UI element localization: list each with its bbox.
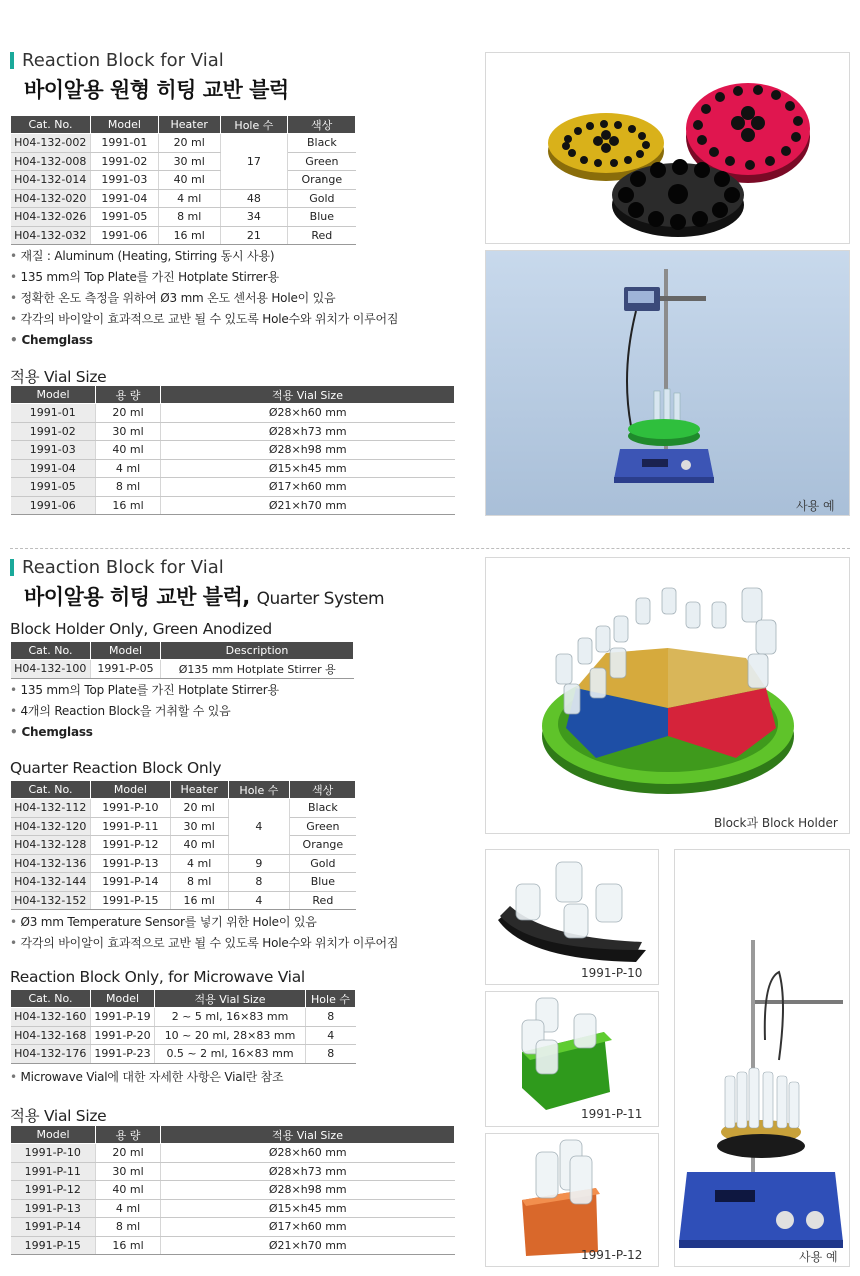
cell: 20 ml xyxy=(170,799,228,818)
cell: 20 ml xyxy=(96,404,161,423)
product-photo-p12 xyxy=(485,1133,659,1267)
cell: Ø17×h60 mm xyxy=(161,478,455,497)
cell: Ø28×h60 mm xyxy=(161,404,455,423)
col-header: Model xyxy=(11,1126,96,1144)
hotplate-stirrer-illustration xyxy=(486,251,850,516)
cell: 30 ml xyxy=(96,422,161,441)
accent-bar xyxy=(10,559,14,576)
product-photo-p10 xyxy=(485,849,659,985)
bullet-item: • 135 mm의 Top Plate를 가진 Hotplate Stirrer용 xyxy=(10,267,398,288)
table-header-row xyxy=(11,1126,455,1144)
cell: 30 ml xyxy=(158,152,220,171)
section1-title-kr: 바이알용 원형 히팅 교반 블럭 xyxy=(24,78,289,102)
bullet-item: • Chemglass xyxy=(10,330,398,351)
cell: Green xyxy=(290,817,356,836)
bullet-item: • Ø3 mm Temperature Sensor를 넣기 위한 Hole이 있음 xyxy=(10,912,398,933)
col-header: 색상 xyxy=(288,116,356,134)
cell: H04-132-128 xyxy=(11,836,91,855)
table-row xyxy=(11,891,356,910)
section1-bullets xyxy=(10,246,398,351)
cell: Ø15×h45 mm xyxy=(161,1199,455,1218)
cell: H04-132-002 xyxy=(11,134,91,153)
cell: 1991-02 xyxy=(90,152,158,171)
cell: 2 ~ 5 ml, 16×83 mm xyxy=(155,1008,306,1027)
cell: H04-132-176 xyxy=(11,1045,91,1064)
micro-table xyxy=(10,989,356,1064)
cell: H04-132-168 xyxy=(11,1026,91,1045)
cell: H04-132-100 xyxy=(11,660,91,679)
cell: 40 ml xyxy=(170,836,228,855)
section-divider xyxy=(10,548,850,549)
cell: Ø28×h73 mm xyxy=(161,422,455,441)
cell: 1991-P-05 xyxy=(91,660,161,679)
p10-block-illustration xyxy=(486,850,659,985)
cell: H04-132-152 xyxy=(11,891,91,910)
cell: Ø28×h98 mm xyxy=(161,441,455,460)
usage-photo-2 xyxy=(674,849,850,1267)
cell: Red xyxy=(290,891,356,910)
bullet-item: • Microwave Vial에 대한 자세한 사항은 Vial란 참조 xyxy=(10,1067,283,1088)
cell: 1991-03 xyxy=(11,441,96,460)
cell: Gold xyxy=(288,189,356,208)
cell: 21 xyxy=(220,226,288,245)
cell: 40 ml xyxy=(96,1181,161,1200)
section2-vial-table xyxy=(10,1125,455,1255)
cell: 4 xyxy=(228,891,290,910)
col-header: 색상 xyxy=(290,781,356,799)
cell: Ø15×h45 mm xyxy=(161,459,455,478)
cell: Ø135 mm Hotplate Stirrer 용 xyxy=(161,660,354,679)
bullet-item: • 정확한 온도 측정을 위하여 Ø3 mm 온도 센서용 Hole이 있음 xyxy=(10,288,398,309)
quarter-system-illustration xyxy=(486,558,850,834)
cell: 1991-06 xyxy=(11,496,96,515)
col-header: Model xyxy=(90,116,158,134)
table-header-row xyxy=(11,116,356,134)
cell: 30 ml xyxy=(170,817,228,836)
cell: 1991-06 xyxy=(90,226,158,245)
table-row xyxy=(11,854,356,873)
product-photo-quarter-system xyxy=(485,557,850,834)
cell: 4 xyxy=(306,1026,356,1045)
table-row xyxy=(11,226,356,245)
cell: H04-132-008 xyxy=(11,152,91,171)
cell: 1991-P-14 xyxy=(11,1218,96,1237)
cell: 1991-P-13 xyxy=(11,1199,96,1218)
p11-caption: 1991-P-11 xyxy=(581,1107,643,1121)
section2-title-kr-en: Quarter System xyxy=(256,589,385,609)
cell: 8 xyxy=(306,1008,356,1027)
cell: 16 ml xyxy=(170,891,228,910)
table-row xyxy=(11,1236,455,1255)
col-header: Cat. No. xyxy=(11,116,91,134)
cell: 16 ml xyxy=(158,226,220,245)
cell: 16 ml xyxy=(96,496,161,515)
col-header: Model xyxy=(91,642,161,660)
cell: H04-132-014 xyxy=(11,171,91,190)
col-header: Description xyxy=(161,642,354,660)
cell: 17 xyxy=(220,134,288,190)
usage-caption-1: 사용 예 xyxy=(796,499,835,513)
cell: 34 xyxy=(220,208,288,227)
cell: 1991-P-13 xyxy=(90,854,170,873)
table-row xyxy=(11,873,356,892)
cell: H04-132-136 xyxy=(11,854,91,873)
cell: H04-132-120 xyxy=(11,817,91,836)
cell: 1991-P-10 xyxy=(11,1144,96,1163)
cell: 30 ml xyxy=(96,1162,161,1181)
bullet-item: • Chemglass xyxy=(10,722,279,743)
quarter-table xyxy=(10,780,356,910)
table-row xyxy=(11,496,455,515)
cell: 4 ml xyxy=(158,189,220,208)
cell: H04-132-032 xyxy=(11,226,91,245)
holder-table xyxy=(10,641,354,679)
usage-photo-1 xyxy=(485,250,850,516)
bullet-item: • 4개의 Reaction Block을 거취할 수 있음 xyxy=(10,701,279,722)
table-row xyxy=(11,660,354,679)
table-row xyxy=(11,1162,455,1181)
cell: Red xyxy=(288,226,356,245)
cell: 8 ml xyxy=(96,478,161,497)
cell: 48 xyxy=(220,189,288,208)
col-header: Model xyxy=(90,781,170,799)
table-row xyxy=(11,1199,455,1218)
bullet-item: • 각각의 바이알이 효과적으로 교반 될 수 있도록 Hole수와 위치가 이루어짐 xyxy=(10,309,398,330)
p10-caption: 1991-P-10 xyxy=(581,966,643,980)
section2-title-en: Reaction Block for Vial xyxy=(10,557,224,578)
cell: 40 ml xyxy=(96,441,161,460)
cell: 1991-04 xyxy=(11,459,96,478)
bullet-item: • 각각의 바이알이 효과적으로 교반 될 수 있도록 Hole수와 위치가 이루어짐 xyxy=(10,933,398,954)
table-row xyxy=(11,1144,455,1163)
cell: 10 ~ 20 ml, 28×83 mm xyxy=(155,1026,306,1045)
table-row xyxy=(11,1218,455,1237)
section1-vial-table xyxy=(10,385,455,515)
accent-bar xyxy=(10,52,14,69)
cell: 1991-P-11 xyxy=(90,817,170,836)
cell: Black xyxy=(290,799,356,818)
table-row xyxy=(11,404,455,423)
cell: 16 ml xyxy=(96,1236,161,1255)
cell: Ø21×h70 mm xyxy=(161,496,455,515)
cell: Ø28×h98 mm xyxy=(161,1181,455,1200)
cell: H04-132-112 xyxy=(11,799,91,818)
cell: Ø21×h70 mm xyxy=(161,1236,455,1255)
round-blocks-illustration xyxy=(486,53,850,244)
cell: 1991-P-11 xyxy=(11,1162,96,1181)
cell: 1991-01 xyxy=(11,404,96,423)
cell: Orange xyxy=(290,836,356,855)
col-header: 적용 Vial Size xyxy=(161,386,455,404)
col-header: Cat. No. xyxy=(11,990,91,1008)
col-header: Heater xyxy=(170,781,228,799)
table-row xyxy=(11,1008,356,1027)
table-header-row xyxy=(11,990,356,1008)
cell: 9 xyxy=(228,854,290,873)
table-header-row xyxy=(11,781,356,799)
table-row xyxy=(11,799,356,818)
holder-bullets xyxy=(10,680,279,743)
col-header: Cat. No. xyxy=(11,642,91,660)
cell: Green xyxy=(288,152,356,171)
cell: 1991-03 xyxy=(90,171,158,190)
table-header-row xyxy=(11,642,354,660)
cell: Blue xyxy=(290,873,356,892)
table-row xyxy=(11,422,455,441)
cell: Ø28×h73 mm xyxy=(161,1162,455,1181)
table-header-row xyxy=(11,386,455,404)
cell: 1991-P-10 xyxy=(90,799,170,818)
cell: H04-132-020 xyxy=(11,189,91,208)
holder-title: Block Holder Only, Green Anodized xyxy=(10,620,272,638)
cell: 1991-P-20 xyxy=(91,1026,155,1045)
quarter-usage-illustration xyxy=(675,850,850,1267)
section1-title-en: Reaction Block for Vial xyxy=(10,50,224,71)
cell: Blue xyxy=(288,208,356,227)
table-row xyxy=(11,208,356,227)
cell: 4 ml xyxy=(96,1199,161,1218)
table-row xyxy=(11,134,356,153)
cell: Gold xyxy=(290,854,356,873)
cell: 4 ml xyxy=(96,459,161,478)
cell: 1991-05 xyxy=(11,478,96,497)
col-header: 적용 Vial Size xyxy=(155,990,306,1008)
block-holder-caption: Block과 Block Holder xyxy=(714,816,838,830)
table-row xyxy=(11,171,356,190)
cell: H04-132-160 xyxy=(11,1008,91,1027)
section2-vial-title: 적용 Vial Size xyxy=(10,1107,107,1125)
cell: 8 ml xyxy=(96,1218,161,1237)
bullet-item: • 135 mm의 Top Plate를 가진 Hotplate Stirrer용 xyxy=(10,680,279,701)
table-row xyxy=(11,459,455,478)
col-header: 용 량 xyxy=(96,1126,161,1144)
cell: Ø28×h60 mm xyxy=(161,1144,455,1163)
cell: H04-132-144 xyxy=(11,873,91,892)
cell: Orange xyxy=(288,171,356,190)
cell: 8 xyxy=(306,1045,356,1064)
table-row xyxy=(11,152,356,171)
table-row xyxy=(11,1026,356,1045)
table-row xyxy=(11,189,356,208)
cell: 1991-P-23 xyxy=(91,1045,155,1064)
cell: 4 xyxy=(228,799,290,855)
col-header: Hole 수 xyxy=(220,116,288,134)
cell: 1991-P-19 xyxy=(91,1008,155,1027)
product-photo-round-blocks xyxy=(485,52,850,244)
cell: Black xyxy=(288,134,356,153)
cell: 1991-P-15 xyxy=(11,1236,96,1255)
cell: 1991-P-12 xyxy=(11,1181,96,1200)
cell: 1991-01 xyxy=(90,134,158,153)
cell: 1991-P-15 xyxy=(90,891,170,910)
col-header: Heater xyxy=(158,116,220,134)
col-header: 용 량 xyxy=(96,386,161,404)
micro-title: Reaction Block Only, for Microwave Vial xyxy=(10,968,305,986)
col-header: Cat. No. xyxy=(11,781,91,799)
cell: 20 ml xyxy=(158,134,220,153)
bullet-item: • 재질 : Aluminum (Heating, Stirring 동시 사용) xyxy=(10,246,398,267)
p12-caption: 1991-P-12 xyxy=(581,1248,643,1262)
cell: Ø17×h60 mm xyxy=(161,1218,455,1237)
cell: 8 xyxy=(228,873,290,892)
table-row xyxy=(11,836,356,855)
col-header: Model xyxy=(91,990,155,1008)
col-header: Model xyxy=(11,386,96,404)
cell: 1991-P-14 xyxy=(90,873,170,892)
cell: 8 ml xyxy=(170,873,228,892)
cell: H04-132-026 xyxy=(11,208,91,227)
cell: 1991-02 xyxy=(11,422,96,441)
cell: 1991-P-12 xyxy=(90,836,170,855)
micro-bullets xyxy=(10,1067,283,1088)
cell: 40 ml xyxy=(158,171,220,190)
quarter-title: Quarter Reaction Block Only xyxy=(10,759,222,777)
table-row xyxy=(11,817,356,836)
table-row xyxy=(11,441,455,460)
cell: 20 ml xyxy=(96,1144,161,1163)
cell: 0.5 ~ 2 ml, 16×83 mm xyxy=(155,1045,306,1064)
section2-title-kr: 바이알용 히팅 교반 블럭, Quarter System xyxy=(24,585,385,609)
table-row xyxy=(11,1181,455,1200)
cell: 1991-04 xyxy=(90,189,158,208)
table-row xyxy=(11,1045,356,1064)
cell: 4 ml xyxy=(170,854,228,873)
col-header: 적용 Vial Size xyxy=(161,1126,455,1144)
section1-spec-table xyxy=(10,115,356,245)
section1-vial-title: 적용 Vial Size xyxy=(10,368,107,386)
cell: 8 ml xyxy=(158,208,220,227)
table-row xyxy=(11,478,455,497)
usage-caption-2: 사용 예 xyxy=(799,1250,838,1264)
cell: 1991-05 xyxy=(90,208,158,227)
quarter-bullets xyxy=(10,912,398,954)
col-header: Hole 수 xyxy=(306,990,356,1008)
col-header: Hole 수 xyxy=(228,781,290,799)
